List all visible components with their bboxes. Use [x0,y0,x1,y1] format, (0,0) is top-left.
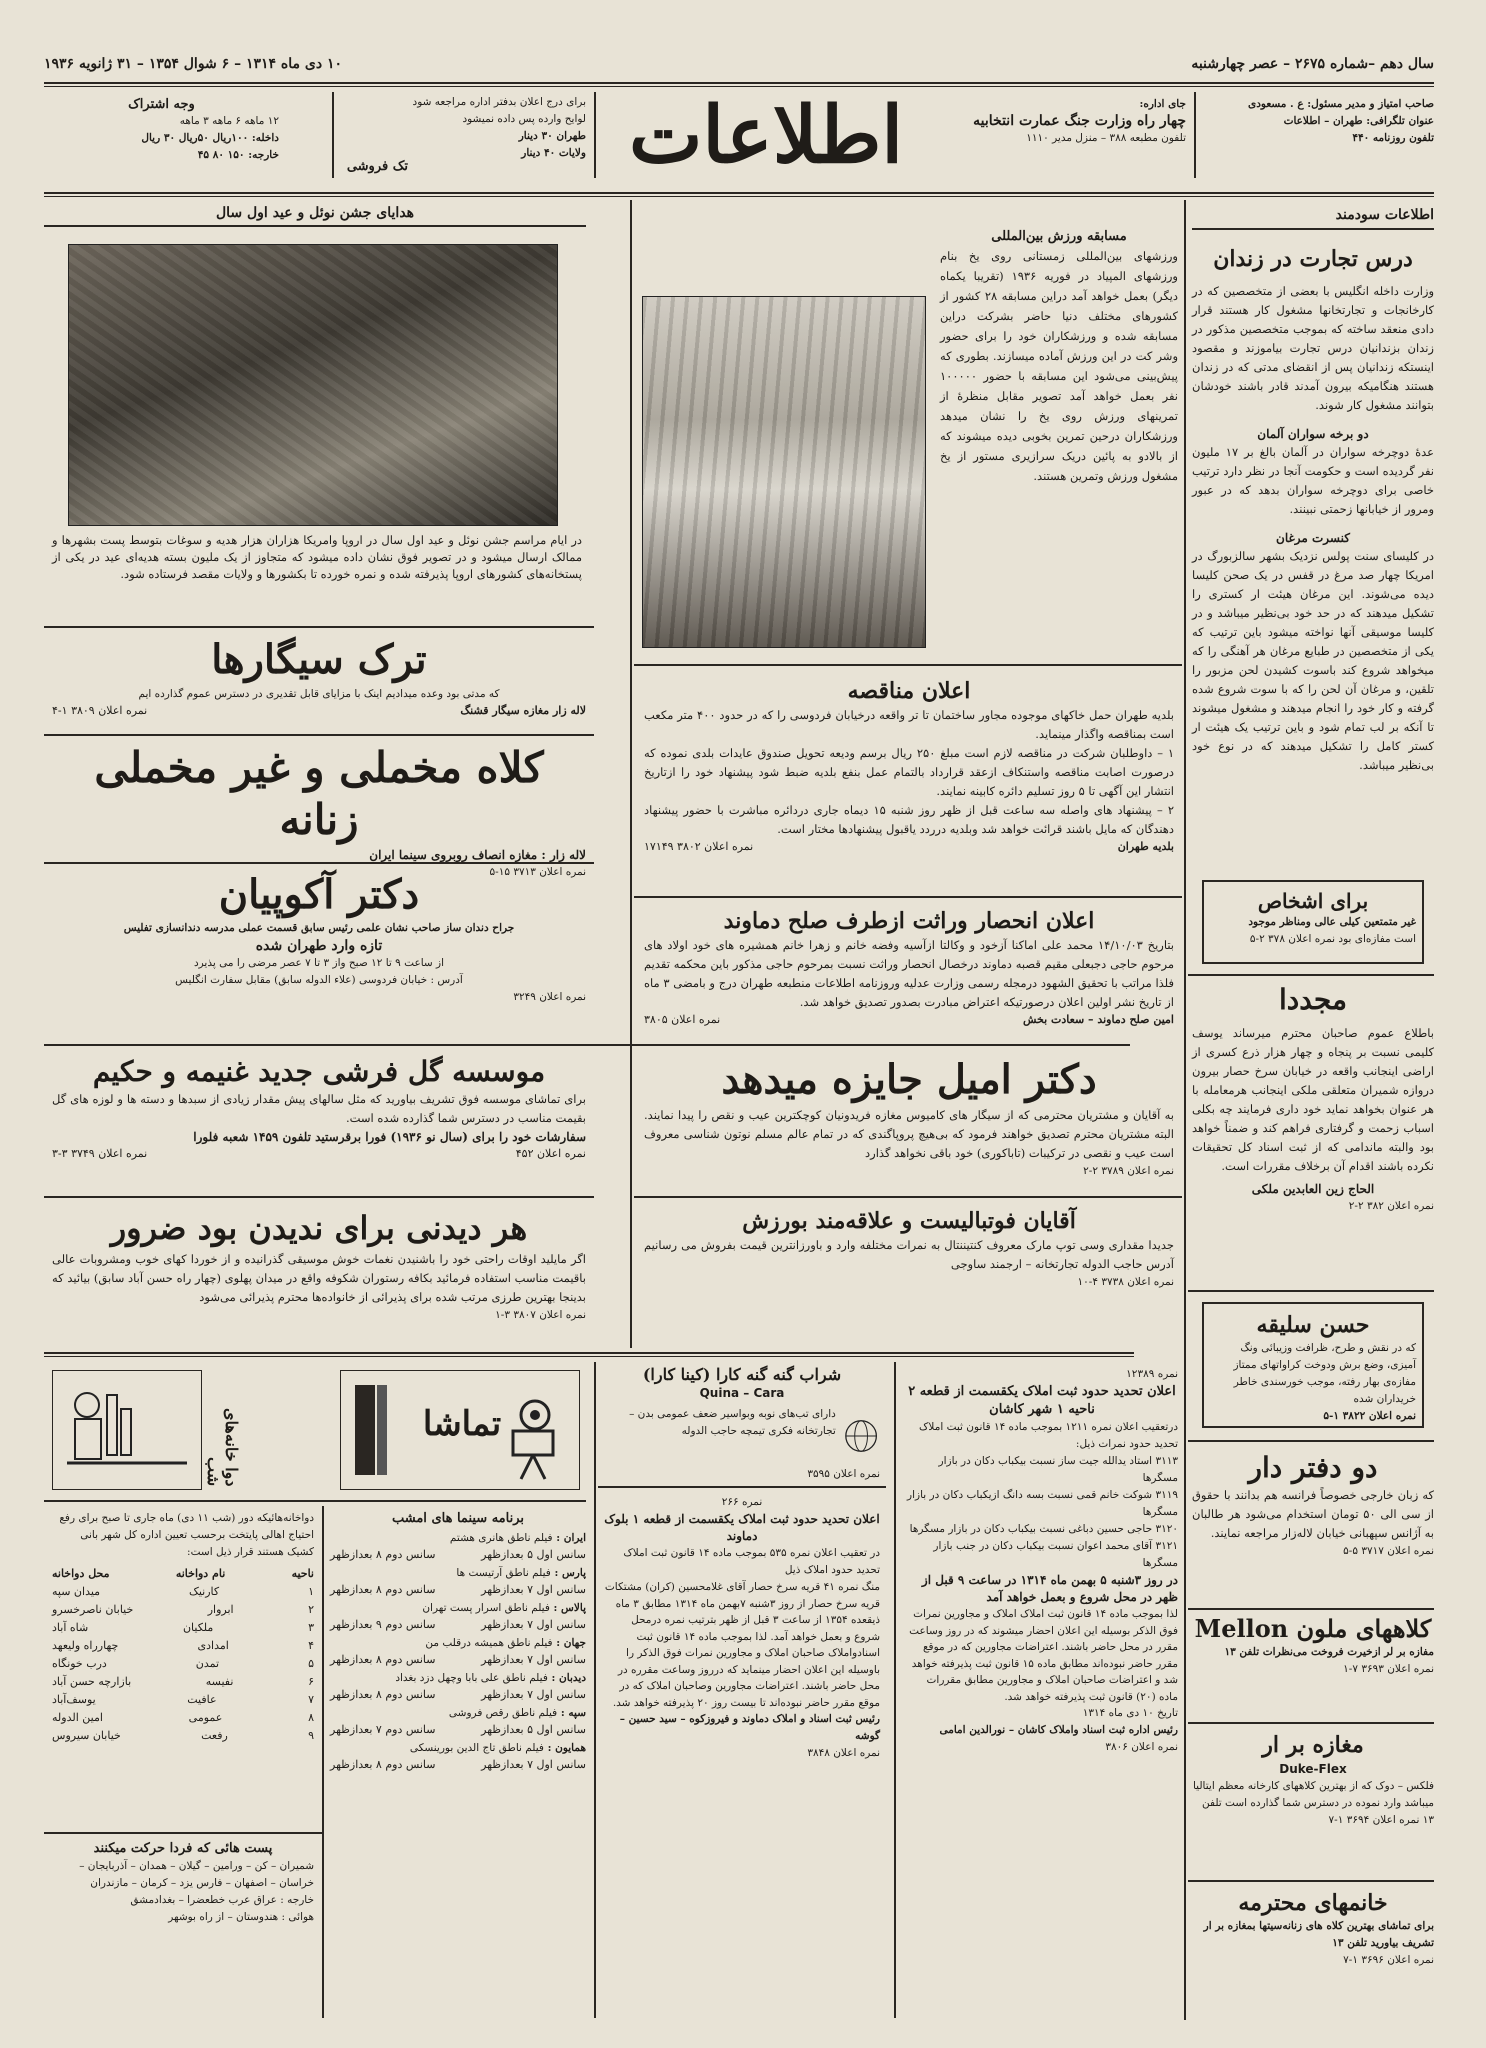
cinema-sessions [330,1722,586,1738]
prison-trade-body: وزارت داخله انگلیس با بعضی از متخصصین که در کارخانجات و تجارتخانها مشغول کار هستند قرار دادی منعقد ساخته که بموجب متخصصین مذکور در زندان بزندانیان درس تجارت بیاموزند و مقصود اینستکه زندانیان پس از انقضای مدتی که در زندان هستند هنگامیکه بیرون آمدند قادر باشند خودشان بتوانند مشغول کار شوند. [1192,284,1434,412]
column-useful-info [1192,206,1434,775]
prison-trade-title: درس تجارت در زندان [1213,246,1413,272]
pharmacy-district: ۶ [308,1675,314,1688]
ad-cigarettes-footer [52,703,586,719]
reg-kashan-item: ۳۱۲۱ آقای محمد اعوان نسبت بیکباب دکان در جنب بازار مسگرها [933,1540,1178,1569]
ad-box-persons-line-2: است مفازه‌ای بود نمره اعلان ۳۷۸ ۲-۵ [1249,933,1416,945]
reg-damavand-title: اعلان تحدید حدود ثبت املاک یکقسمت از قطعه ۱ بلوک دماوند [604,1512,880,1543]
cinema-session-1: سانس اول ۷ بعدازظهر [481,1653,586,1666]
cinema-session-2: سانس دوم ۸ بعدازظهر [330,1758,436,1771]
ad-mojaddadan-sign: الحاج زین العابدین ملکی [1251,1182,1375,1196]
ad-box-taste-title: حسن سلیقه [1256,1312,1370,1338]
cinema-name-film [330,1740,586,1757]
ad-mellon-hats [1192,1614,1434,1678]
cinema-session-2: سانس دوم ۷ بعدازظهر [330,1723,436,1736]
pharmacy-row [52,1583,314,1601]
cinema-entry [330,1705,586,1738]
bird-concert-title: کنسرت مرغان [1276,531,1350,545]
ads-info-line-2: لوایح وارده پس داده نمیشود [462,113,586,125]
ad-football-num: نمره اعلان ۳۷۳۸ ۴-۱۰ [1077,1276,1174,1288]
pharmacy-icon-label: دوا خانه‌های شب [204,1407,241,1486]
col1-rule-3 [1188,1440,1434,1442]
pharmacies-head-place: محل دواخانه [52,1567,110,1580]
cinema-session-2: سانس دوم ۸ بعدازظهر [330,1653,436,1666]
reg-kashan-body: لذا بموجب ماده ۱۴ قانون ثبت املاک املاک و مجاورین نمرات فوق الذکر بوسیله این اعلان احضار میشوند که در روز وساعت مقرر در محل حاضر باشند. اعتراضات مجاورین که در موقع مقرر حاضر نبوده‌اند مطابق ماده ۱۵ قانون ثبت پذیرفته خواهد شد و اعتراضات صاحبان املاک و مجاورین مطابق مقررات ماده (۲۰) قانون ثبت پذیرفته خواهد شد. [909,1608,1178,1703]
quina-title: شراب گنه گنه کارا (کینا کارا) [642,1365,842,1384]
post-departures [52,1840,314,1926]
ad-emil-title: دکتر امیل جایزه میدهد [721,1056,1097,1103]
cinema-film: فیلم ناطق هانری هشتم [449,1532,553,1544]
col1-rule-6 [1188,1880,1434,1882]
quina-num: نمره اعلان ۳۵۹۵ [807,1468,880,1480]
col1-rule-1 [1188,974,1434,976]
pharmacies-head-name: نام دواخانه [175,1567,226,1580]
ad-cigarettes-body: که مدتی بود وعده میدادیم اینک با مزایای قابل تقدیری در دسترس عموم گذارده ایم [138,688,500,700]
mid-rule-2 [44,1352,1134,1354]
tender-clause-2: ۲ – پیشنهاد های واصله سه ساعت قبل از ظهر روز شنبه ۱۵ دیماه جاری دردائره مباشرت با حضور پیشنهاد دهندگان که مایل باشند قرائت خواهد شد وبلدیه درردد یاقبول پیشنهادها مختار است. [644,803,1174,836]
masthead-bottom-rule-thin [44,196,1434,197]
col3-rule-4 [44,1196,594,1198]
subscription-block [44,96,279,164]
pharmacy-place: میدان سپه [52,1585,101,1598]
cinema-film: فیلم ناطق علی بابا وچهل دزد بغداد [395,1672,548,1684]
single-sale-label: تک فروشی [346,159,408,174]
reg-kashan-date2: تاریخ ۱۰ دی ماه ۱۳۱۴ [1082,1707,1178,1719]
cinema-list [330,1530,586,1773]
office-line-2: چهار راه وزارت جنگ عمارت انتخابیه [973,113,1186,129]
pharmacy-place: درب خونگاه [52,1657,107,1670]
pharmacies-header [52,1565,314,1583]
pharmacy-row [52,1601,314,1619]
reg-kashan-items [906,1453,1178,1572]
pharmacies-intro: دواخانه‌هائیکه دور (شب ۱۱ دی) ماه جاری تا صبح برای رفع احتیاج اهالی پایتخت برحسب تعیین اداره کل شهر بانی کشیک هستند قرار ذیل است: [59,1512,314,1558]
pharmacy-place: چهارراه ولیعهد [52,1639,119,1652]
cinema-sessions [330,1617,586,1633]
post-air: هوائی : هندوستان – از راه بوشهر [168,1911,314,1923]
ad-mellon-title: کلاههای ملون Mellon [1194,1614,1432,1643]
owner-line-2: عنوان تلگرافی: طهران – اطلاعات [1283,115,1434,127]
office-block [946,96,1186,147]
ad-two-clerks-title: دو دفتر دار [1248,1451,1378,1484]
ad-two-clerks [1192,1450,1434,1560]
office-line-3: تلفون مطبعه ۳۸۸ – منزل مدیر ۱۱۱۰ [1026,132,1186,144]
ad-cafe-title: هر دیدنی برای ندیدن بود ضرور [110,1209,528,1247]
single-tehran: طهران ۳۰ دینار [518,130,586,142]
cinema-session-2: سانس دوم ۹ بعدازظهر [330,1618,436,1631]
issue-line: سال دهم –شماره ۲۶۷۵ – عصر چهارشنبه [1191,56,1434,72]
cyclists-body: عدهٔ دوچرخه سواران در آلمان بالغ بر ۱۷ ملیون نفر گردیده است و حکومت آنجا در نظر دارد ترتیب خاصی برای دوچرخه سواران بدهد که در عبور ومرور از خیابانها زحمتی نبینند. [1192,445,1435,516]
reg-damavand-num: نمره ۲۶۶ [721,1496,763,1508]
pharmacy-name: نفیسه [205,1675,234,1688]
reg-kashan-title: اعلان تحدید حدود ثبت املاک یکقسمت از قطعه ۲ ناحیه ۱ شهر کاشان [908,1384,1176,1417]
quina-body: دارای تب‌های نوبه وبواسیر ضعف عمومی بدن – تجارتخانه فکری تیمچه حاجب الدوله [629,1408,836,1437]
cinema-name-film [330,1670,586,1687]
ad-flower-body: برای تماشای موسسه فوق تشریف بیاورید که مثل سالهای پیش مقدار زیادی از سبدها و دسته ها و لوزه های گل بقیمت مناسب در دسترس شما گذارده شده است. [52,1092,586,1125]
cinema-entry [330,1635,586,1668]
cinema-name: پارس : [550,1567,586,1579]
ad-flower-num-2: نمره اعلان ۴۵۲ [515,1147,586,1160]
ad-dr-emil [644,1054,1174,1180]
reg-kashan-item: ۳۱۲۰ حاجی حسین دباغی نسبت بیکباب دکان در بازار مسگرها [909,1523,1178,1535]
cinema-sessions [330,1757,586,1773]
pharmacy-district: ۳ [308,1621,314,1634]
cinema-session-2: سانس دوم ۸ بعدازظهر [330,1548,436,1561]
tender-title: اعلان مناقصه [847,678,971,704]
useful-info-header: اطلاعات سودمند [1192,206,1434,230]
cinema-name: دیدبان : [547,1672,586,1684]
pharmacy-district: ۷ [308,1693,314,1706]
ad-mellon-num: نمره اعلان ۳۶۹۳ ۷-۱ [1343,1663,1434,1675]
ad-football-title: آقایان فوتبالیست و علاقه‌مند بورزش [742,1208,1076,1234]
cinema-name: پالاس : [549,1602,586,1614]
pharmacy-icon [52,1370,202,1490]
ad-velvet-title: کلاه مخملی و غیر مخملی زنانه [94,743,544,844]
intl-sport-body: ورزشهای بین‌المللی زمستانی روی یخ بنام ورزشهای المپیاد در فوریه ۱۹۳۶ (تقریبا یکماه دیگر) بعمل خواهد آمد دراین مسابقه ۲۸ کشور از کشورهای مختلف دنیا حاضر بشرکت دراین مسابقه شده و ورزشکاران خود را برای حضور وشر کت در این ورزش آماده میسازند. بطوری که پیش‌بینی می‌شود این مسابقه با حضور ۱۰۰۰۰۰ نفر بعمل خواهد آمد تصویر مقابل منظرهٔ از تمرینهای ورزش روی یخ را نشان میدهد ورزشکاران درحین تمرین بخوبی دیده میشوند که از بالادو به پائین دریک سرازیری مستور از یخ مشغول ورزش وتمرین هستند. [940,249,1178,483]
ad-two-clerks-body: که زبان خارجی خصوصاً فرانسه هم بدانند با حقوق از سی الی ۵۰ تومان استخدام می‌شود هر طالبان به آژانس سپهبانی خیابان لاله‌زار مراجعه نمایند. [1192,1488,1434,1540]
ad-two-clerks-num: نمره اعلان ۳۷۱۷ ۵-۵ [1343,1545,1434,1557]
ad-flower-line: سفارشات خود را برای (سال نو ۱۹۳۶) فورا برقرستید تلفون ۱۴۵۹ شعبه فلورا [193,1130,586,1144]
tender-footer [644,839,1174,855]
cinema-name: سپه : [557,1707,586,1719]
inheritance-notice [644,906,1174,1028]
cinema-session-1: سانس اول ۷ بعدازظهر [481,1583,586,1596]
ad-cafe-shokoufeh [52,1206,586,1324]
cinema-sessions [330,1547,586,1563]
ad-cafe-body: اگر مایلید اوقات راحتی خود را باشنیدن نغمات خوش موسیقی گذرانیده و از خوردا کهای خوب ومشروبات عالی باقیمت مناسب استفاده فرمائید بکافه رستوران شکوفه واقع در میدان پهلوی (چهار راه حسن آباد سابق) بیائید که بدینجا بهترین طرزی مرتب شده برای پذیرائی از خانواده‌ها محترم پذیرائی می‌شود [52,1252,586,1304]
col3-rule-3 [44,862,594,864]
tender-num: نمره اعلان ۳۸۰۲ ۱۷۱۴۹ [644,840,754,853]
pharmacy-place: امین الدوله [52,1711,103,1724]
masthead-bottom-rule [44,192,1434,194]
pharmacy-place: بازارچه حسن آباد [52,1675,132,1688]
col2-rule-2 [634,896,1182,898]
bird-concert-body: در کلیسای سنت پولس نزدیک بشهر سالزبورگ در امریکا چهار صد مرغ در قفس در یک صحن کلیسا دیده می‌شوند. این مرغان هیئت ار کستری را تشکیل میدهند که در حد خود بی‌نظیر میباشد و در کلیسا موسیقی آنها نواخته میشود باین ترتیب که یکی از متخصصین در طبایع مرغان هر آهنگی را که میخواهد شروع کند باسوت کشیدن لحن مزبور را تلقین، و مرغان آن لحن را که با سوت شروع شده گرفته و کار خود را انجام میدهند و مشغول میشوند تا آنکه بر لب تمام شود و باین ترتیب یک هیئت ار کستر کامل را تشکیل میدهند که در نوع خود بی‌نظیر میباشد. [1192,549,1434,772]
registration-kashan [906,1366,1178,1756]
owner-line-3: تلفون روزنامه ۴۴۰ [1352,132,1434,144]
newspaper-logo: اطلاعات [628,90,904,181]
ad-mojaddadan-num: نمره اعلان ۳۸۲ ۲-۲ [1348,1200,1434,1212]
cyclists-title: دو برخه سواران آلمان [1257,427,1369,441]
ad-brar-latin: Duke-Flex [1279,1762,1347,1776]
ad-akopian-sub: تازه وارد طهران شده [255,938,383,954]
reg-kashan-sub: درتعقیب اعلان نمره ۱۲۱۱ بموجب ماده ۱۴ قانون ثبت املاک تحدید حدود نمرات ذیل: [919,1421,1178,1450]
ad-emil-num: نمره اعلان ۳۷۸۹ ۲-۲ [1083,1165,1174,1177]
mast-divider-3 [332,92,334,178]
gifts-caption: در ایام مراسم جشن نوئل و عید اول سال در اروپا وامریکا هزاران هزار هدیه و سوغات بتوسط پست بشهرها و ممالک ارسال میشود و در تصویر فوق نشان داده میشود که متجاوز از یک ملیون بسته هدیه‌ای عید در یکی از پستخانه‌های کشورهای اروپا پذیرفته شده و نمره خورده تا بکشورها و ولایات مقصد فرستاده شود. [52,533,582,581]
ad-cigarettes [52,634,586,719]
pharmacy-place: خیابان سیروس [52,1729,121,1742]
cinema-name: ایران : [552,1532,586,1544]
col2-rule-1 [634,664,1182,666]
bottom-divider-c [894,1362,896,2018]
gifts-feature [44,204,586,227]
ad-brar-shop [1192,1730,1434,1829]
post-title: پست هائی که فردا حرکت میکنند [93,1841,273,1856]
pharmacy-name: عافیت [187,1693,217,1706]
pharmacy-name: ابروار [207,1603,234,1616]
cinema-name-film [330,1530,586,1547]
ad-cafe-num: نمره اعلان ۳۸۰۷ ۳-۱ [495,1309,586,1321]
cinema-entry [330,1565,586,1598]
cinema-name-film [330,1600,586,1617]
subscription-outer: خارجه: ۱۵۰ ۸۰ ۴۵ [197,149,279,161]
col3-rule-2 [44,734,594,736]
inheritance-sign: امین صلح دماوند – سعادت بخش [1023,1013,1174,1026]
ad-ladies-num: نمره اعلان ۳۶۹۶ ۱-۷ [1343,1954,1434,1966]
col1-rule-5 [1188,1722,1434,1724]
pharmacy-place: یوسف‌آباد [52,1693,96,1706]
ads-info-block [396,94,586,162]
pharmacies-on-duty [52,1510,314,1745]
ad-mojaddadan-body: باطلاع عموم صاحبان محترم میرساند یوسف کلیمی نسبت بر پنجاه و چهار هزار ذرع کسری از اراضی اینجانب واقعه در خیابان سرخ حصار بیرون دروازه شمیران متعلقی ملکی اینجانب هرمعامله با هر عنوان بخواهد نماید خود داری فرمایند چه بکلی اسباب زحمت و گرفتاری فراهم کند و ضمناً خواهد بود والبته ماندامی که از ثبت اسناد کل تحقیقات نکرده باشند اقدام آن برخلاف مقررات است. [1192,1026,1434,1173]
mid-rule-2-thin [44,1356,1134,1357]
cinema-session-1: سانس اول ۷ بعدازظهر [481,1758,586,1771]
reg-kashan-sign: رئیس اداره ثبت اسناد واملاک کاشان – نورالدین امامی [939,1724,1178,1736]
ad-cigarettes-shop: لاله زار مغازه سیگار قشنگ [460,704,586,717]
pharmacy-district: ۲ [308,1603,314,1616]
post-body: شمیران – کن – ورامین – گیلان – همدان – آذربایجان – خراسان – اصفهان – فارس یزد – کرمان – مازندران [79,1860,314,1889]
photo-ice-sport [642,296,926,648]
pharmacy-row [52,1637,314,1655]
cinema-film: فیلم ناطق اسرار پست تهران [422,1602,550,1614]
subscription-title: وجه اشتراک [128,97,195,112]
pharmacy-name: رفعت [201,1729,228,1742]
bottom-divider-a [322,1506,324,2018]
cinema-sessions [330,1582,586,1598]
ad-box-taste-body: که در نقش و طرح، ظرافت وزیبائی ونگ آمیزی، وضع برش ودوخت کراواتهای ممتاز مفازه‌ی بهار رفته، موجب خورسندی خاطر خریداران شده [1233,1342,1416,1405]
cinema-entry [330,1670,586,1703]
top-rule-thin [44,86,1434,87]
photo-gift-parcels [68,244,558,526]
ad-ladies-body: برای تماشای بهترین کلاه های زنانه‌سیتها بمغازه بر ار تشریف بیاورید تلفن ۱۳ [1203,1920,1434,1949]
ad-football-body: جدیدا مقداری وسی توپ مارک معروف کنتیننتال به نمرات مختلفه وارد و باورزانترین قیمت بفروش می رسانیم آدرس حاجب الدوله تجارتخانه – ارجمند ساوجی [644,1238,1174,1271]
pharmacy-row [52,1691,314,1709]
pharmacy-name: کارنیک [189,1585,220,1598]
reg-damavand-sign: رئیس ثبت اسناد و املاک دماوند و فیروزکوه – سید حسین – گوشه [619,1713,880,1742]
ad-box-taste-num: نمره اعلان ۳۸۲۲ ۱-۵ [1323,1410,1416,1422]
ad-flower-shop [52,1054,586,1162]
cinema-session-1: سانس اول ۵ بعدازظهر [481,1548,586,1561]
pharmacy-place: شاه آباد [52,1621,89,1634]
ad-mellon-body: مفازه بر لر ازخیرت فروخت می‌نظرات تلفن ۱۳ [1224,1646,1434,1658]
ad-flower-title: موسسه گل فرشی جدید غنیمه و حکیم [92,1055,546,1088]
pharmacies-head-district: ناحیه [291,1567,314,1580]
reg-kashan-item: ۳۱۱۹ شوکت خانم قمی نسبت بسه دانگ ازیکباب دکان در بازار مسگرها [907,1489,1178,1518]
bottom-left-rule [44,1500,586,1502]
cinema-title: برنامه سینما های امشب [391,1511,525,1526]
quina-latin: Quina – Cara [699,1386,785,1400]
cinema-session-2: سانس دوم ۸ بعدازظهر [330,1688,436,1701]
gifts-title: هدایای جشن نوئل و عید اول سال [44,204,586,227]
cinema-name-film [330,1565,586,1582]
ad-akopian-body: جراح دندان ساز صاحب نشان علمی رئیس سابق قسمت عملی مدرسه دندانسازی تفلیس [123,922,515,934]
tender-notice [644,676,1174,855]
ad-box-persons-line-1: غیر متمتعین کیلی عالی ومناظر موجود [1248,916,1416,928]
pharmacy-district: ۸ [308,1711,314,1724]
ad-mojaddadan [1192,982,1434,1215]
ad-akopian-title: دکتر آکوپیان [218,871,420,918]
date-line: ۱۰ دی ماه ۱۳۱۴ – ۶ شوال ۱۳۵۴ – ۳۱ ژانویه ۱۹۳۶ [44,56,342,72]
tender-body: بلدیه طهران حمل خاکهای موجوده مجاور ساختمان تا تر واقعه درخیابان فردوسی را که در حدود ۴۰۰ متر مکعب است بمناقصه واگذار مینماید. [644,708,1175,741]
pharm-post-rule [44,1832,322,1834]
bottom-divider-b [594,1362,596,2018]
ad-box-persons [1202,880,1424,964]
inheritance-title: اعلان انحصار وراثت ازطرف صلح دماوند [723,908,1095,934]
top-rule [44,82,1434,84]
ad-dr-akopian [52,870,586,1006]
cinema-program [330,1510,586,1773]
ad-ladies [1192,1888,1434,1969]
subscription-inner: داخله: ۱۰۰ریال ۵۰ریال ۳۰ ریال [141,132,279,144]
col-divider-1 [1184,200,1186,2020]
office-line-1: جای اداره: [1139,98,1186,110]
reg-kashan-ad: نمره اعلان ۳۸۰۶ [1105,1741,1178,1753]
reg-damavand-ad: نمره اعلان ۳۸۴۸ [807,1747,880,1759]
globe-icon [842,1406,880,1466]
ad-ladies-title: خانمهای محترمه [1238,1890,1388,1916]
pharmacy-row [52,1619,314,1637]
ad-quina-cara [604,1366,880,1483]
pharmacy-district: ۱ [308,1585,314,1598]
pharmacy-row [52,1655,314,1673]
ad-cigarettes-title: ترک سیگارها [211,636,427,683]
ad-velvet-hats [52,742,586,881]
cinema-session-2: سانس دوم ۸ بعدازظهر [330,1583,436,1596]
col1-rule-4 [1188,1608,1434,1610]
intl-sport-article [940,228,1178,486]
ad-flower-num-1: نمره اعلان ۳۷۴۹ ۳-۳ [52,1147,148,1160]
ads-info-line-1: برای درج اعلان بدفتر اداره مراجعه شود [412,96,586,108]
pharmacy-district: ۴ [308,1639,314,1652]
cinema-entry [330,1600,586,1633]
reg-kashan-date: در روز ۳شنبه ۵ بهمن ماه ۱۳۱۴ در ساعت ۹ قبل از ظهر در محل شروع و بعمل خواهد آمد [921,1573,1178,1604]
col1-rule-2 [1188,1290,1434,1292]
ad-brar-title: مغازه بر ار [1262,1732,1364,1758]
cinema-name-film [330,1635,586,1652]
cinema-film: فیلم ناطق آرتیست ها [456,1567,551,1579]
cinema-film: فیلم ناطق همیشه درقلب من [425,1637,553,1649]
ad-football [644,1206,1174,1291]
tender-sign: بلدیه طهران [1117,840,1174,853]
ad-akopian-num: نمره اعلان ۳۲۴۹ [513,991,586,1003]
cinema-session-1: سانس اول ۵ بعدازظهر [481,1723,586,1736]
theater-icon-label: تماشا [422,1404,502,1444]
ad-mojaddadan-title: مجددا [1278,983,1348,1016]
col-divider-2b [630,1048,632,1348]
wine-rule [598,1486,886,1488]
inheritance-footer [644,1012,1174,1028]
cinema-film: فیلم ناطق رقص فروشی [448,1707,558,1719]
mast-divider-1 [1194,92,1196,178]
pharmacy-row [52,1727,314,1745]
post-abroad: خارجه : عراق عرب خطعضرا – بغدادمشق [130,1894,314,1906]
col3-rule-1 [44,626,594,628]
reg-damavand-sub: در تعقیب اعلان نمره ۵۳۵ بموجب ماده ۱۴ قانون ثبت املاک تحدید حدود املاک ذیل [623,1547,880,1576]
pharmacy-district: ۵ [308,1657,314,1670]
cinema-name: همایون : [543,1742,586,1754]
pharmacy-name: ملکیان [182,1621,214,1634]
ad-akopian-hours: از ساعت ۹ تا ۱۲ صبح واز ۳ تا ۷ عصر مرضی را می پذیرد [193,957,445,969]
mast-divider-2 [594,92,596,178]
quina-row [604,1406,880,1466]
ad-akopian-addr: آدرس : خیابان فردوسی (علاء الدوله سابق) مقابل سفارت انگلیس [175,974,463,986]
pharmacy-name: عمومی [188,1711,223,1724]
cinema-sessions [330,1652,586,1668]
cinema-entry [330,1530,586,1563]
tender-clause-1: ۱ – داوطلبان شرکت در مناقصه لازم است مبلغ ۲۵۰ ریال برسم ودیعه تحویل صندوق عایدات بلدی نموده که درصورت اصابت مناقصه واستنکاف ازعقد قرارداد بالتمام عمل بنفع بلدیه ضبط شود پیشنهاد خود را ازتاریخ انتشار این آگهی تا ۵ روز تسلیم دائره کابینه نمایند. [644,746,1174,798]
cinema-name: جهان : [552,1637,586,1649]
reg-damavand-body: منگ نمره ۴۱ قریه سرخ حصار آقای غلامحسین (کران) مشتکات قریه سرخ حصار از روز ۳شنبه ۷بهمن ماه ۱۳۱۴ مطابق ۳ ماه ذیقعده ۱۳۵۴ از ساعت ۳ قبل از ظهر بترتیب نمره درمحل شروع و بعمل خواهد آمد. لذا بموجب ماده ۱۴ قانون ثبت اسنادواملاک صاحبان املاک و مجاورین نمرات فوق الذکر را باوسیله این اعلان احضار مینماید که درروز وساعت مقرره در محل حاضر باشند. اعتراضات مجاورین وصاحبان املاک که در موقع مقرر حاضر نبوده‌اند تا بیست روز ۲۰ پذیرفته خواهد شد. [604,1581,880,1709]
ad-velvet-shop: لاله زار : مغازه انصاف روبروی سینما ایران [369,848,586,862]
pharmacy-district: ۹ [308,1729,314,1742]
ad-box-taste [1202,1302,1424,1428]
pharmacist-drawing-icon [57,1375,197,1485]
registration-damavand [604,1494,880,1762]
intl-sport-title: مسابقه ورزش بین‌المللی [991,229,1127,244]
mid-rule-1 [44,1044,1130,1046]
pharmacy-name: تمدن [195,1657,220,1670]
pharmacy-name: امدادی [197,1639,229,1652]
pharmacies-table [52,1583,314,1745]
subscription-head: ۱۲ ماهه ۶ ماهه ۳ ماهه [179,115,279,127]
pharmacy-place: خیابان ناصرخسرو [52,1603,134,1616]
owner-line-1: صاحب امتیاز و مدیر مسئول: ع . مسعودی [1248,98,1434,110]
owner-block [1204,96,1434,147]
cinema-entry [330,1740,586,1773]
ad-velvet-num: نمره اعلان ۳۷۱۳ ۱۵-۵ [489,866,586,878]
col2-rule-3 [634,1196,1182,1198]
cinema-session-1: سانس اول ۷ بعدازظهر [481,1688,586,1701]
reg-kashan-item: ۳۱۱۳ استاد یدالله جیت ساز نسبت بیکباب دکان در بازار مسگرها [938,1455,1178,1484]
cinema-sessions [330,1687,586,1703]
inheritance-body: بتاریخ ۱۴/۱۰/۰۳ محمد علی اماکنا آزخود و وکالتا ازآسیه وفضه خانم و زهرا خانم همشیره های خود اولاد های مرحوم حاجی دجبعلی مقیم قصبه دماوند درخصال انحصار وراثت نسبت بمرحوم حاجی مذکور باین محکمه تقدیم فلذا مراتب با تحقیق الشهود درمجله رسمی وزارت عدلیه وروزنامه اطلاعات منطبعه طهران درج و بامضی ۳ ماه از تاریخ نشر اولین اعلان درصورتیکه اعتراض مبادرت بصدور تصدیق خواهد شد. [644,938,1174,1009]
ad-flower-footer [52,1146,586,1162]
cinema-name-film [330,1705,586,1722]
reg-kashan-num: نمره ۱۲۳۸۹ [1126,1368,1178,1380]
ad-cigarettes-num: نمره اعلان ۳۸۰۹ ۱-۴ [52,704,148,717]
ad-emil-body: به آقایان و مشتریان محترمی که از سیگار های کامیوس مغازه فریدونیان کوچکترین عیب و نقص را پیدا نمایند. البته مشتریان محترم تصدیق خواهند فرمود که بی‌هیچ پروپاگندی که در تمام عالم مسلم نوتون شناسی معروف است عیب و نقصی در ترکیبات (تاباکوری) خود باقی نخواهد گذارد [644,1108,1174,1160]
pharmacy-row [52,1673,314,1691]
cinema-film: فیلم ناطق تاج الدین بورینسکی [409,1742,544,1754]
inheritance-num: نمره اعلان ۳۸۰۵ [644,1013,721,1026]
pharmacy-row [52,1709,314,1727]
ad-box-persons-title: برای اشخاص [1257,889,1369,913]
ad-brar-body: فلکس – دوک که از بهترین کلاههای کارخانه معظم ایتالیا میباشد وارد نموده در دسترس شما گذارده است تلفن ۱۳ نمره اعلان ۳۶۹۴ ۱-۷ [1192,1780,1434,1826]
single-provinces: ولایات ۴۰ دینار [521,147,586,159]
cinema-session-1: سانس اول ۷ بعدازظهر [481,1618,586,1631]
